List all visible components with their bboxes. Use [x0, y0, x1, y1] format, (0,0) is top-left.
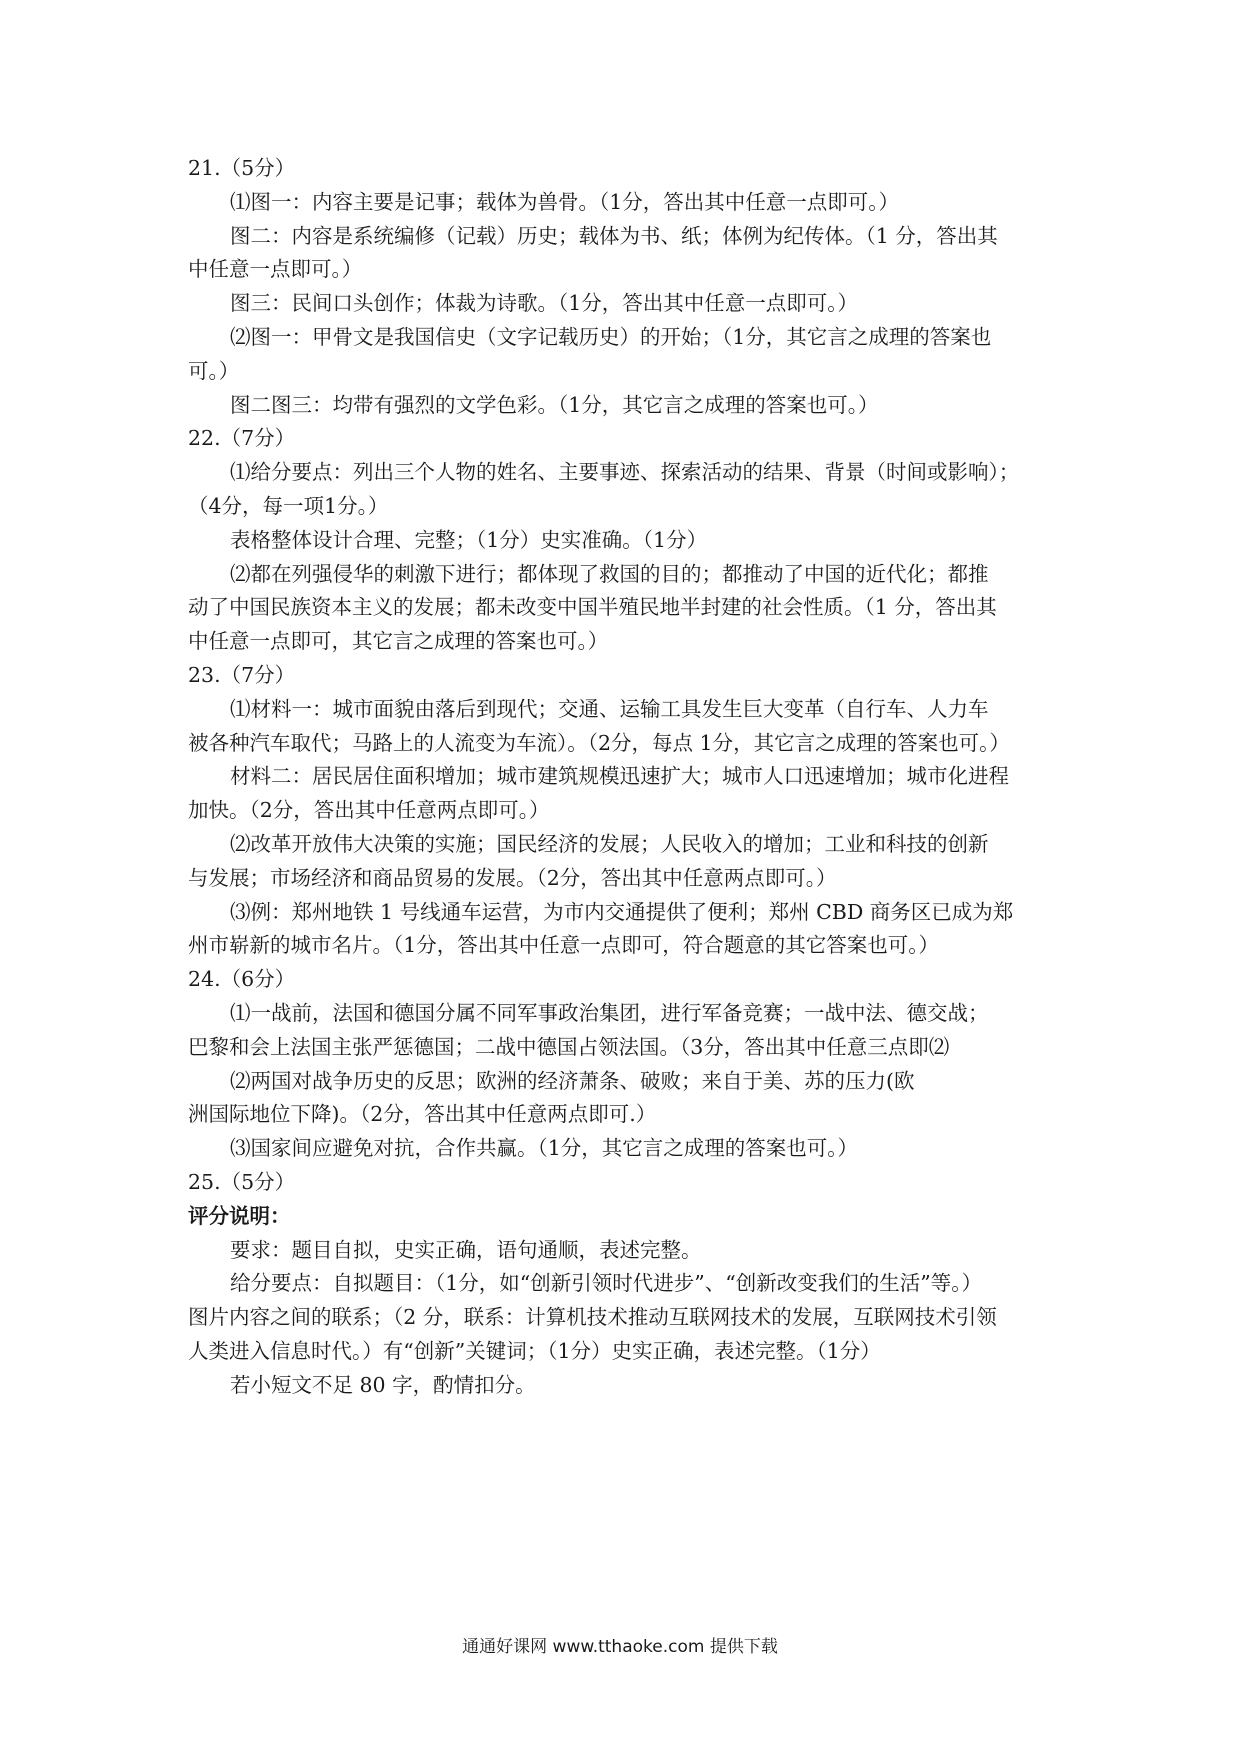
text-line: ⑴一战前，法国和德国分属不同军事政治集团，进行军备竞赛；一战中法、德交战； [230, 1000, 989, 1025]
text-line: 州市崭新的城市名片。（1分，答出其中任意一点即可，符合题意的其它答案也可。） [188, 933, 940, 958]
text-line: 巴黎和会上法国主张严惩德国；二战中德国占领法国。（3分，答出其中任意三点即⑵ [188, 1034, 950, 1059]
text-line: 若小短文不足 80 字，酌情扣分。 [230, 1372, 536, 1397]
text-line: 25.（5分） [188, 1169, 296, 1194]
text-line: 22.（7分） [188, 426, 296, 451]
text-line: ⑵改革开放伟大决策的实施；国民经济的发展；人民收入的增加；工业和科技的创新 [230, 831, 989, 856]
text-line: 评分说明： [188, 1203, 291, 1228]
text-line: 图二：内容是系统编修（记载）历史；载体为书、纸；体例为纪传体。（1 分，答出其 [230, 223, 998, 248]
text-line: 图片内容之间的联系；（2 分，联系：计算机技术推动互联网技术的发展，互联网技术引领 [188, 1305, 997, 1330]
text-line: 24.（6分） [188, 967, 296, 992]
text-line: ⑵两国对战争历史的反思；欧洲的经济萧条、破败；来自于美、苏的压力(欧 [230, 1068, 915, 1093]
text-line: 给分要点：自拟题目：（1分，如“创新引领时代进步”、“创新改变我们的生活”等。） [230, 1271, 982, 1296]
text-line: 表格整体设计合理、完整；（1分）史实准确。（1分） [230, 527, 708, 552]
text-line: 人类进入信息时代。）有“创新”关键词；（1分）史实正确，表述完整。（1分） [188, 1338, 881, 1363]
text-line: ⑵都在列强侵华的刺激下进行；都体现了救国的目的；都推动了中国的近代化；都推 [230, 561, 989, 586]
answer-key-body [188, 152, 1060, 1402]
text-line: 可。） [188, 358, 240, 383]
text-line: 加快。（2分，答出其中任意两点即可。） [188, 798, 550, 823]
text-line: 被各种汽车取代；马路上的人流变为车流）。（2分，每点 1分，其它言之成理的答案也可。） [188, 730, 1010, 755]
text-line: 与发展；市场经济和商品贸易的发展。（2分，答出其中任意两点即可。） [188, 865, 837, 890]
text-line: 动了中国民族资本主义的发展；都未改变中国半殖民地半封建的社会性质。（1 分，答出其 [188, 595, 997, 620]
text-line: ⑶国家间应避免对抗，合作共赢。（1分，其它言之成理的答案也可。） [230, 1136, 859, 1161]
text-line: 图二图三：均带有强烈的文学色彩。（1分，其它言之成理的答案也可。） [230, 392, 879, 417]
text-line: 23.（7分） [188, 662, 296, 687]
text-line: 要求：题目自拟，史实正确，语句通顺，表述完整。 [230, 1237, 702, 1262]
text-line: ⑴图一：内容主要是记事；载体为兽骨。（1分，答出其中任意一点即可。） [230, 189, 900, 214]
text-line: （4分，每一项1分。） [188, 493, 389, 518]
text-line: 21.（5分） [188, 156, 296, 180]
page-footer: 通通好课网 www.tthaoke.com 提供下载 [462, 1637, 778, 1657]
text-line: ⑴材料一：城市面貌由落后到现代；交通、运输工具发生巨大变革（自行车、人力车 [230, 696, 989, 721]
text-line: 材料二：居民居住面积增加；城市建筑规模迅速扩大；城市人口迅速增加；城市化进程 [230, 764, 1009, 789]
text-line: 中任意一点即可，其它言之成理的答案也可。） [188, 629, 609, 654]
text-line: 洲国际地位下降)。（2分，答出其中任意两点即可.） [188, 1102, 657, 1127]
text-line: ⑴给分要点：列出三个人物的姓名、主要事迹、探索活动的结果、背景（时间或影响）； [230, 460, 1020, 485]
text-line: 图三：民间口头创作；体裁为诗歌。（1分，答出其中任意一点即可。） [230, 291, 859, 316]
text-line: ⑶例：郑州地铁 1 号线通车运营，为市内交通提供了便利；郑州 CBD 商务区已成为郑 [230, 899, 1014, 924]
text-line: 中任意一点即可。） [188, 257, 363, 282]
text-line: ⑵图一：甲骨文是我国信史（文字记载历史）的开始；（1分，其它言之成理的答案也 [230, 324, 992, 349]
